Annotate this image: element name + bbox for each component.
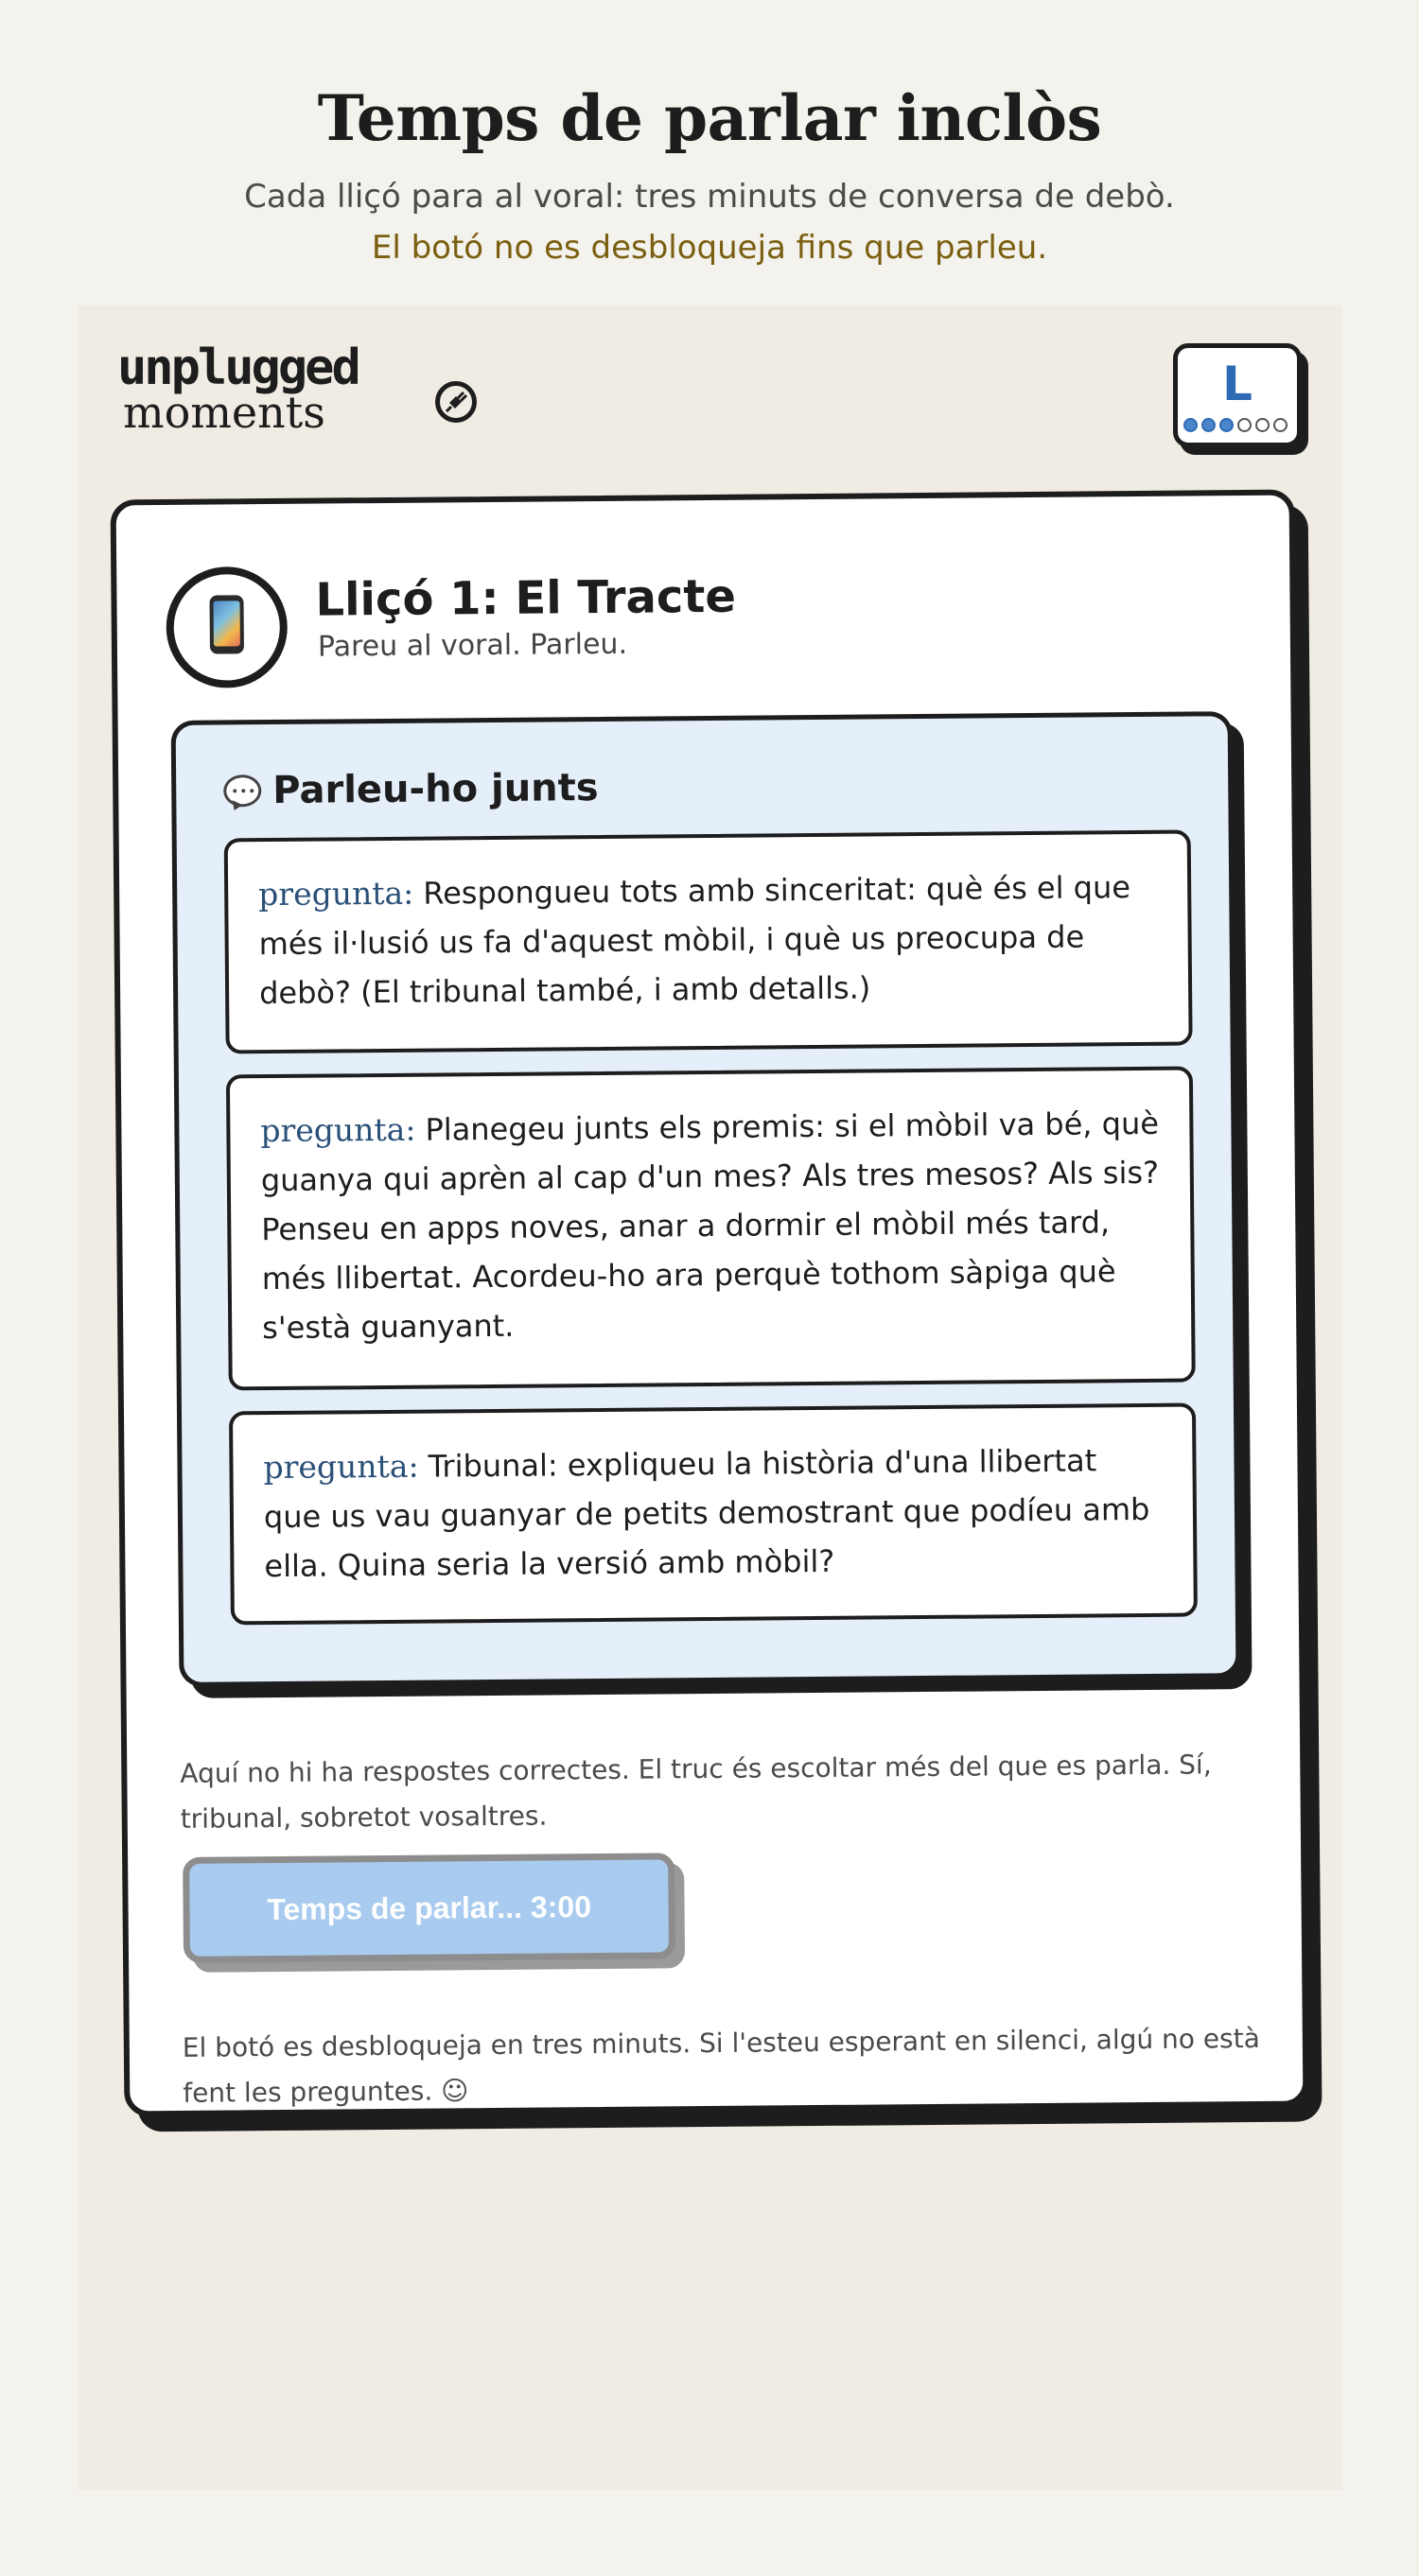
progress-dot <box>1237 418 1252 432</box>
question-text: Planegeu junts els premis: si el mòbil va bé, què guanya qui aprèn al cap d'un mes? Als tres mesos? Als sis? Penseu en apps noves, anar a dormir el mòbil més tard, més llibertat. Acordeu-ho ara perquè tothom sàpiga què s'està guanyant. <box>260 1105 1160 1347</box>
question-card <box>224 830 1193 1054</box>
question-prefix: pregunta: <box>263 1447 419 1487</box>
brand-logo <box>117 341 477 436</box>
lesson-card <box>111 490 1309 2117</box>
question-card <box>226 1067 1196 1391</box>
no-right-answers-note: Aquí no hi ha respostes correctes. El truc és escoltar més del que es parla. Sí, tribunal, sobretot vosaltres. <box>180 1749 1212 1835</box>
progress-dot <box>1201 418 1216 432</box>
progress-dot <box>1255 418 1270 432</box>
progress-dot <box>1183 418 1198 432</box>
lesson-subtitle: Pareu al voral. Parleu. <box>317 627 628 664</box>
level-progress-dots <box>1183 418 1288 432</box>
page-note: El botó no es desbloqueja fins que parleu. <box>371 229 1048 267</box>
page-title: Temps de parlar inclòs <box>317 81 1102 155</box>
speech-bubble-icon <box>223 775 261 807</box>
lesson-icon <box>166 566 288 688</box>
page-subtitle: Cada lliçó para al voral: tres minuts de conversa de debò. <box>244 178 1175 216</box>
progress-dot <box>1273 418 1288 432</box>
question-card <box>229 1403 1198 1626</box>
question-text: Respongueu tots amb sinceritat: què és el que més il·lusió us fa d'aquest mòbil, i què us preocupa de debò? (El tribunal també, i amb detalls.) <box>258 869 1131 1012</box>
talk-panel-header <box>223 761 599 817</box>
talk-timer-button[interactable]: Temps de parlar... 3:00 <box>183 1853 675 1963</box>
app-screen <box>78 305 1341 2490</box>
lesson-title: Lliçó 1: El Tracte <box>315 569 737 627</box>
brand-logo-line1: unplugged <box>117 339 359 396</box>
intro-header <box>0 76 1419 272</box>
brand-logo-line2: moments <box>123 387 325 438</box>
progress-dot <box>1219 418 1234 432</box>
question-prefix: pregunta: <box>258 874 414 914</box>
talk-panel-title: Parleu-ho junts <box>272 766 599 813</box>
unlock-hint: El botó es desbloqueja en tres minuts. Si l'esteu esperant en silenci, algú no està fent les preguntes. ☺ <box>182 2022 1260 2109</box>
level-letter: L <box>1222 357 1253 411</box>
level-badge <box>1173 343 1302 447</box>
phone-icon <box>209 595 244 653</box>
plug-icon <box>435 381 477 423</box>
question-prefix: pregunta: <box>260 1110 416 1150</box>
question-text: Tribunal: expliqueu la història d'una llibertat que us vau guanyar de petits demostrant que podíeu amb ella. Quina seria la versió amb mòbil? <box>263 1442 1150 1585</box>
talk-panel <box>171 711 1241 1687</box>
